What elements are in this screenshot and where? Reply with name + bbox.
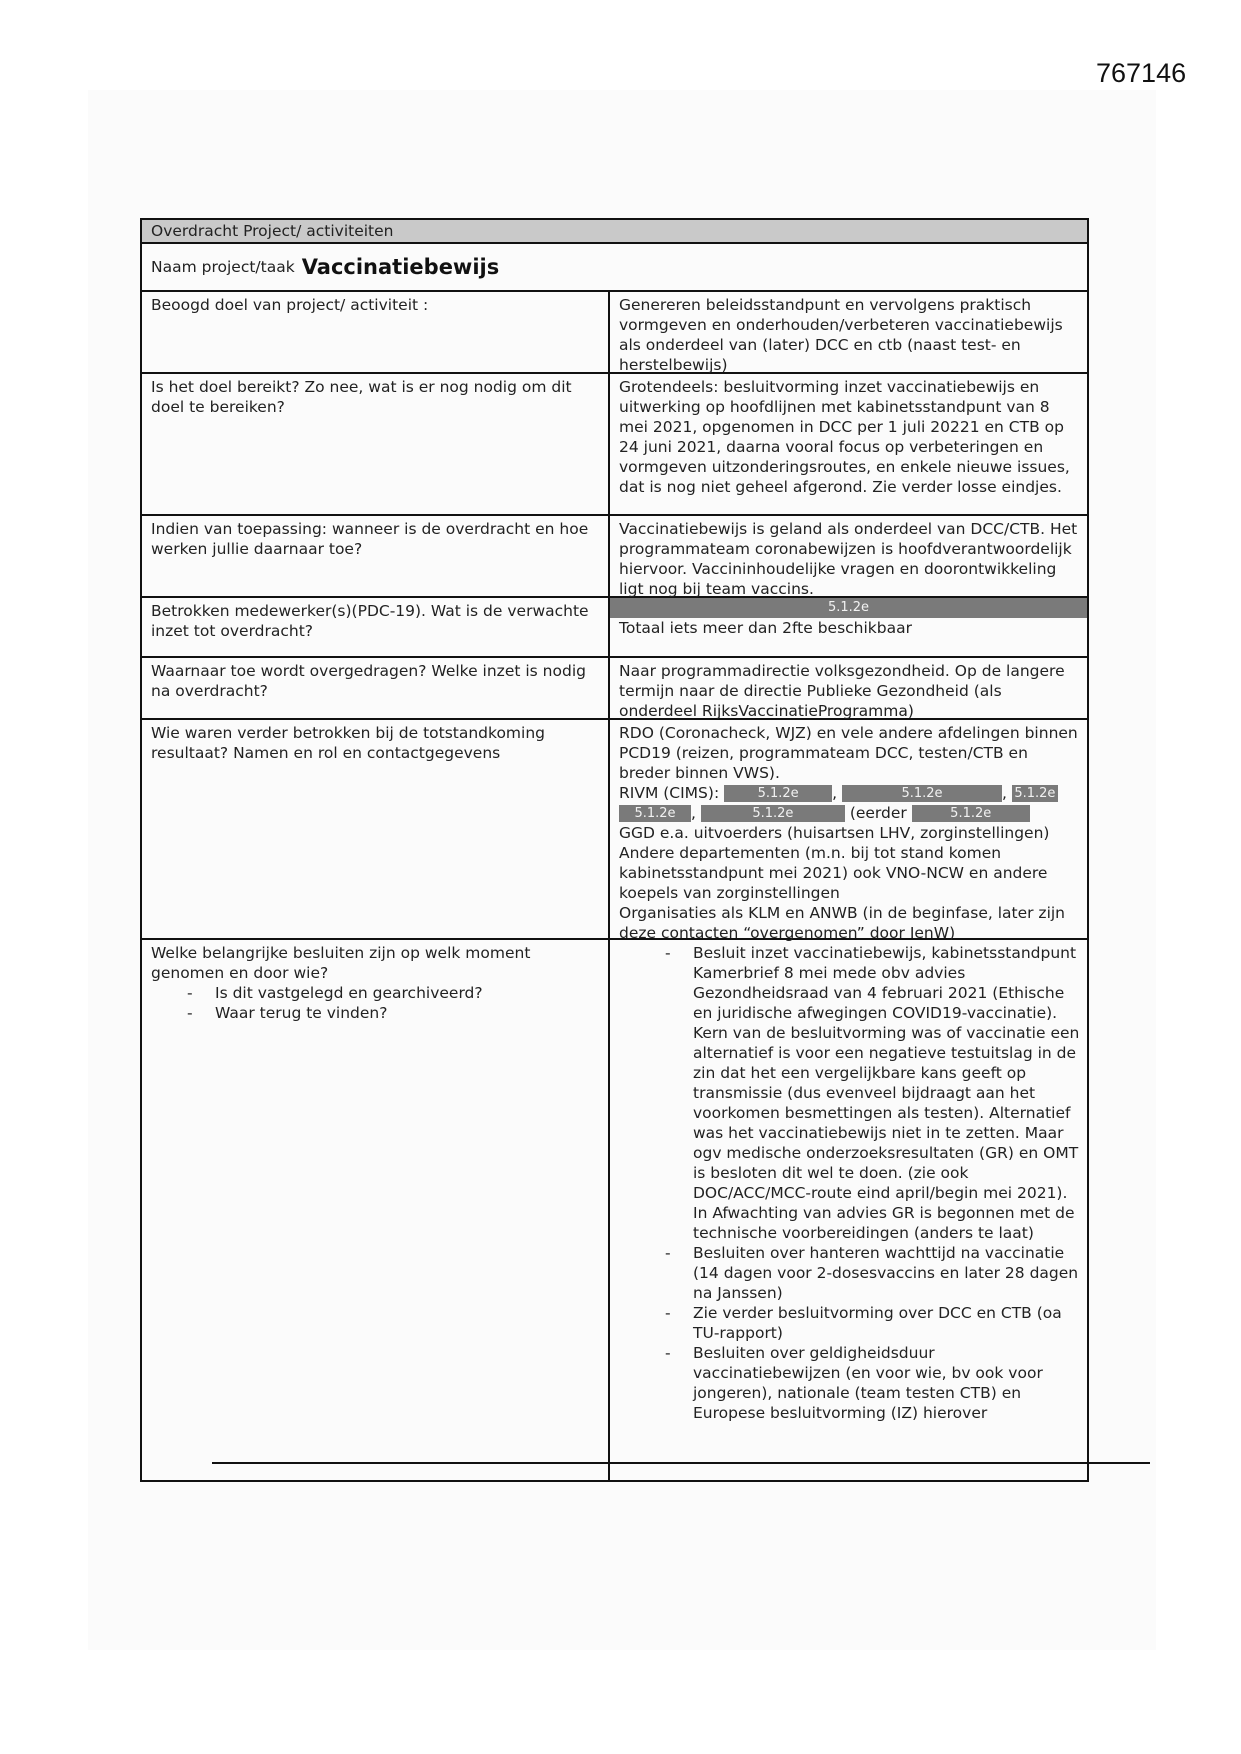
form-row-goal	[142, 292, 1087, 374]
answer-cell: Grotendeels: besluitvorming inzet vaccinatiebewijs en uitwerking op hoofdlijnen met kabinetsstandpunt van 8 mei 2021, opgenomen in DCC per 1 juli 20221 en CTB op 24 juni 2021, daarna vooral focus op verbeteringen en vormgeven uitzonderingsroutes, en enkele nieuwe issues, dat is nog niet geheel afgerond. Zie verder losse eindjes.	[619, 378, 1070, 496]
question-cell	[142, 940, 610, 1480]
separator: ,	[1001, 784, 1007, 802]
document-number: 767146	[1096, 58, 1187, 88]
redaction-block: 5.1.2e	[619, 805, 691, 822]
sub-question: - Is dit vastgelegd en gearchiveerd?	[187, 983, 599, 1003]
answer-cell: Genereren beleidsstandpunt en vervolgens praktisch vormgeven en onderhouden/verbeteren vaccinatiebewijs als onderdeel van (later) DCC en ctb (naast test- en herstelbewijs)	[619, 296, 1063, 374]
redaction-block: 5.1.2e	[842, 785, 1002, 802]
answer-cell	[610, 940, 1087, 1480]
project-name-label: Naam project/taak	[151, 258, 295, 276]
answer-cell: Naar programmadirectie volksgezondheid. Op de langere termijn naar de directie Publieke Gezondheid (als onderdeel RijksVaccinatieProgramma)	[619, 662, 1065, 720]
answer-text: Totaal iets meer dan 2fte beschikbaar	[619, 619, 912, 637]
decision-item: - Besluiten over geldigheidsduur vaccinatiebewijzen (en voor wie, bv ook voor jongeren), nationale (team testen CTB) en Europese besluitvorming (IZ) hierover	[693, 1343, 1081, 1423]
question-text: Welke belangrijke besluiten zijn op welk moment genomen en door wie?	[151, 944, 531, 982]
redaction-block: 5.1.2e	[724, 785, 832, 802]
involved-line-rivm	[619, 783, 1081, 823]
form-row-goal-reached	[142, 374, 1087, 516]
decision-item: - Besluiten over hanteren wachttijd na vaccinatie (14 dagen voor 2-dosesvaccins en later 28 dagen na Janssen)	[693, 1243, 1081, 1303]
question-cell: Waarnaar toe wordt overgedragen? Welke inzet is nodig na overdracht?	[142, 658, 610, 718]
decision-item: - Besluit inzet vaccinatiebewijs, kabinetsstandpunt Kamerbrief 8 mei mede obv advies Gezondheidsraad van 4 februari 2021 (Ethische en juridische afwegingen COVID19-vaccinatie). Kern van de besluitvorming was of vaccinatie een alternatief is voor een negatieve testuitslag in de zin dat het een vergelijkbare kans geeft op transmissie (dus evenveel bijdraagt aan het voorkomen besmettingen als testen). Alternatief was het vaccinatiebewijs niet in te zetten. Maar ogv medische onderzoeksresultaten (GR) en OMT is besloten dit wel te doen. (zie ook DOC/ACC/MCC-route eind april/begin mei 2021). In Afwachting van advies GR is begonnen met de technische voorbereidingen (anders te laat)	[693, 943, 1081, 1243]
redaction-block: 5.1.2e	[1012, 785, 1058, 802]
answer-cell: Vaccinatiebewijs is geland als onderdeel van DCC/CTB. Het programmateam coronabewijzen is hoofdverantwoordelijk hiervoor. Vaccininhoudelijke vragen en doorontwikkeling ligt nog bij team vaccins.	[619, 520, 1078, 598]
form-row-handover-timing	[142, 516, 1087, 598]
answer-cell	[610, 598, 1087, 656]
project-name-value: Vaccinatiebewijs	[301, 255, 500, 279]
decision-item: - Zie verder besluitvorming over DCC en CTB (oa TU-rapport)	[693, 1303, 1081, 1343]
table-bottom-rule	[212, 1462, 1150, 1464]
redaction-block: 5.1.2e	[912, 805, 1030, 822]
separator: ,	[832, 784, 838, 802]
form-row-staff	[142, 598, 1087, 658]
question-cell: Is het doel bereikt? Zo nee, wat is er nog nodig om dit doel te bereiken?	[142, 374, 610, 514]
redaction-block: 5.1.2e	[701, 805, 845, 822]
decision-list	[619, 943, 1081, 1423]
question-cell: Wie waren verder betrokken bij de totstandkoming resultaat? Namen en rol en contactgegevens	[142, 720, 610, 938]
involved-line-organisations: Organisaties als KLM en ANWB (in de beginfase, later zijn deze contacten “overgenomen” door IenW)	[619, 904, 1066, 942]
form-row-handover-target	[142, 658, 1087, 720]
involved-line-departments: Andere departementen (m.n. bij tot stand komen kabinetsstandpunt mei 2021) ook VNO-NCW en andere koepels van zorginstellingen	[619, 844, 1048, 902]
form-header: Overdracht Project/ activiteiten	[142, 220, 1087, 244]
question-cell: Beoogd doel van project/ activiteit :	[142, 292, 610, 372]
form-row-involved-parties	[142, 720, 1087, 940]
project-name-row	[142, 244, 1087, 292]
redaction-block: 5.1.2e	[610, 598, 1087, 618]
question-cell: Betrokken medewerker(s)(PDC-19). Wat is de verwachte inzet tot overdracht?	[142, 598, 610, 656]
form-row-decisions	[142, 940, 1087, 1480]
handover-form	[140, 218, 1089, 1482]
sub-question-list	[151, 983, 599, 1023]
eerder-label: (eerder	[849, 804, 907, 822]
answer-cell	[610, 720, 1087, 942]
separator: ,	[691, 804, 696, 822]
involved-line-rdo: RDO (Coronacheck, WJZ) en vele andere afdelingen binnen PCD19 (reizen, programmateam DCC, testen/CTB en breder binnen VWS).	[619, 724, 1078, 782]
rivm-label: RIVM (CIMS):	[619, 784, 720, 802]
question-cell: Indien van toepassing: wanneer is de overdracht en hoe werken jullie daarnaar toe?	[142, 516, 610, 596]
involved-line-ggd: GGD e.a. uitvoerders (huisartsen LHV, zorginstellingen)	[619, 824, 1050, 842]
sub-question: - Waar terug te vinden?	[187, 1003, 599, 1023]
